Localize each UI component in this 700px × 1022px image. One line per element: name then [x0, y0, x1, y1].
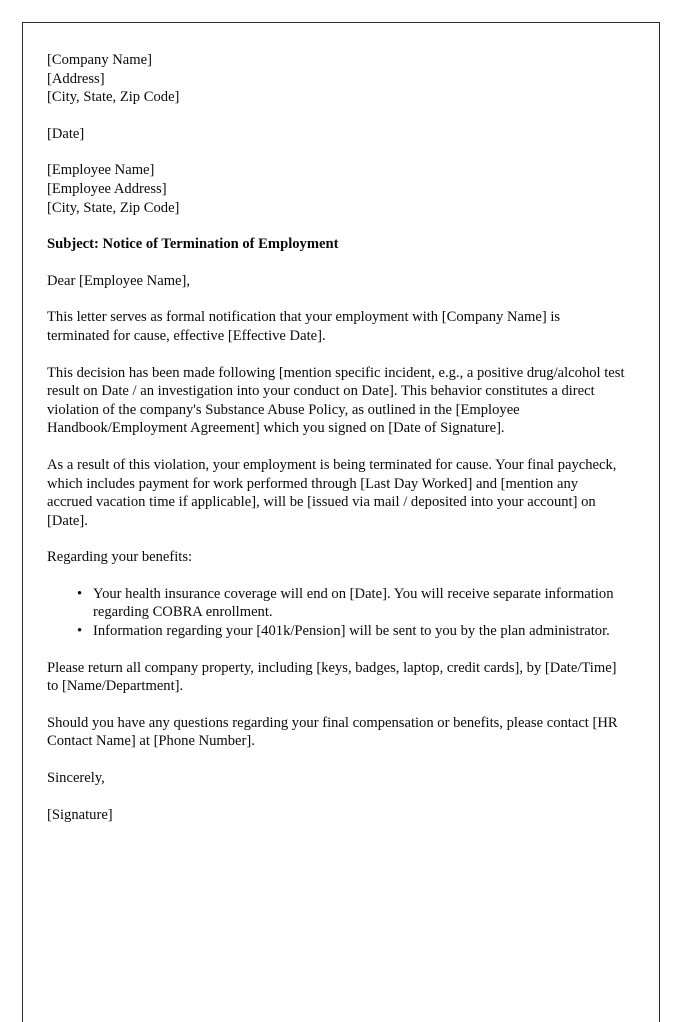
body-paragraph-1: This letter serves as formal notification that your employment with [Company Name] is terminated for cause, effective [Effective Date].: [47, 309, 561, 344]
recipient-address-block: [47, 161, 625, 217]
sender-address-line-1: [Company Name]: [47, 52, 152, 68]
body-paragraph-2: This decision has been made following [mention specific incident, e.g., a positive drug/alcohol test result on Date / an investigation into your conduct on Date]. This behavior constitutes a direct violation of the company's Substance Abuse Policy, as outlined in the [Employee Handbook/Employment Agreement] which you signed on [Date of Signature].: [47, 364, 625, 437]
closing-salutation: Sincerely,: [47, 770, 105, 787]
letter-date: [Date]: [47, 125, 85, 142]
recipient-address-line-2: [Employee Address]: [47, 180, 167, 197]
letter-body: [23, 23, 659, 824]
recipient-address-line-3: [City, State, Zip Code]: [47, 199, 180, 216]
subject-line: Subject: Notice of Termination of Employment: [47, 236, 339, 253]
recipient-address-line-1: [Employee Name]: [47, 162, 155, 179]
sender-address-block: [47, 51, 625, 107]
list-item: • Information regarding your [401k/Pension] will be sent to you by the plan administrator.: [93, 622, 625, 641]
document-viewport: [22, 22, 662, 823]
benefits-list: [47, 585, 625, 641]
sender-address-line-3: [City, State, Zip Code]: [47, 89, 180, 106]
salutation: Dear [Employee Name],: [47, 272, 191, 289]
body-paragraph-3: As a result of this violation, your employment is being terminated for cause. Your final paycheck, which includes payment for work performed through [Last Day Worked] and [mention any accrued vacation time if applicable], will be [issued via mail / deposited into your account] on [Date].: [47, 456, 617, 529]
benefits-intro: Regarding your benefits:: [47, 549, 193, 566]
signature-placeholder: [Signature]: [47, 806, 113, 823]
closing-paragraph-2: Should you have any questions regarding your final compensation or benefits, please contact [HR Contact Name] at [Phone Number].: [47, 714, 618, 750]
letter-page: [22, 22, 660, 1022]
sender-address-line-2: [Address]: [47, 70, 105, 87]
list-item: • Your health insurance coverage will end on [Date]. You will receive separate information regarding COBRA enrollment.: [93, 585, 625, 622]
closing-paragraph-1: Please return all company property, including [keys, badges, laptop, credit cards], by [Date/Time] to [Name/Department].: [47, 659, 617, 695]
